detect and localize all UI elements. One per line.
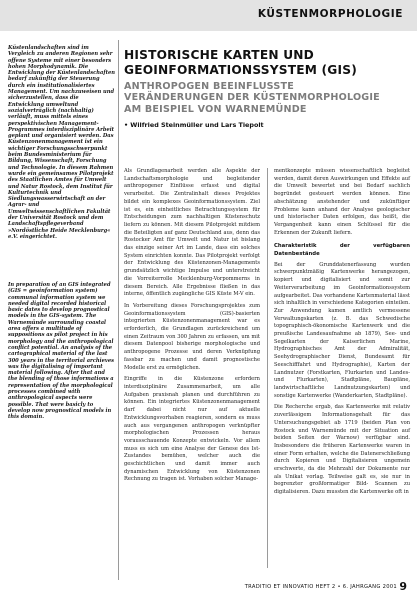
header-bar xyxy=(0,0,417,31)
abstract-column xyxy=(8,45,116,421)
body-column-2 xyxy=(274,168,410,499)
paragraph: In Vorbereitung dieses Forschungsprojektes zum Geoinformationssystem (GIS)-basierten integrierten Küstenzonenmanagement war es erforderlich, die Grundlagen zurückreichend um einen Zeitraum von 300 Jahren zu erfassen, um mit diesem Datenpool bisherige morphologische und anthropogene Prozesse und deren Verknüpfung fassbar zu machen und damit prognostische Modelle erst zu ermöglichen. xyxy=(124,302,260,371)
paragraph: Bei der Grunddatenerfassung wurden schwerpunktmäßig Kartenwerke herangezogen, kopiert und digitalisiert und somit zur Weiterverarbeitung im Geoinformationssystem aufgearbeitet. Das vorhandene Kartenmaterial lässt sich inhaltlich in verschiedene Kategorien einteilen. Zur Anwendung kamen amtlich vermessene Verwaltungskarten (z. B. das Schwedische topographisch-ökonomische Kartenwerk und die preußische Landesaufnahme ab 1879), See- und Segelkarten der Kaiserlichen Marine, Hydrographisches Amt der Admiralität, Seehydrographischer Dienst, Bundesamt für Seeschifffahrt und Hydrographie), Karten der Landnutzer (Forstkarten, Flurkarten und Landes- und Flurkarten), Stadtpläne, Baupläne, landwirtschaftliche Landnutzungskarten) und sonstige Kartenwerke (Wanderkarten, Stadtpläne). xyxy=(274,261,410,399)
abstract-english: In preparation of an GIS integrated (GIS = geoinformation system) communal information system we needed digital recorded historical basic dates to develop prognostical models in the GIS-system. The Warnemünde surrounding coastal area offers a multitude of suppositions as pilot project in his morphology and the anthropological conflict potential. An analysis of the cartographical material of the last 300 years in the territorial archieves was the digitalising of important material following. After that and the blending of those informations a representation of the morphological processes combined with anthropological aspects were possible. That were basicly to develop now prognostical models in this domain. xyxy=(8,282,114,421)
paragraph: Als Grundlagenarbeit werden alle Aspekte der Landschaftsmorphologie und begleitender anthropogener Einflüsse erfasst und digital verarbeitet. Die Zentralinhalt dieses Projektes bildet ein komplexes Geoinformationssystem. Ziel ist es, ein einheitliches Betrachtungssystem für Entscheidungen zum nachhaltigen Küstenschutz liefern zu können. Mit diesem Pilotprojekt mitdiem die Beteiligten auf ganz Deutschland aus, denn das Rostocker Amt für Umwelt und Natur ist bislang das einzige seiner Art im Lande, dass ein solches System einrichten konnte. Das Pilotprojekt verfolgt der Entwicklung des Küstenzonen-Managements grundsätzlich wichtige Impulse und unterstreicht die Vorreiterrolle Mecklenburg-Vorpommerns in diesem Bereich. Alle Ergebnisse fließen in das interne, öffentlich zugängliche GIS Küste M-V ein. xyxy=(124,168,260,298)
paragraph: Eingriffe in die Küstenzone erfordern interdisziplinäre Zusammenarbeit, um alle Aufgaben praxisnah planen und durchführen zu können. Ein integriertes Küstenzonenmanagement darf dabei nicht nur auf aktuelle Entwicklungsvorhaben reagieren, sondern es muss auch aus vergangenen anthropogen verknüpfter morphologischen Prozessen heraus vorausschauende Konzepte entwickeln. Vor allem muss es sich um eine Analyse der Genese des Ist-Zustandes bemühen, welcher auch die geschichtlichen und damit immer auch dynamischen Entwicklung von Küstenzonen Rechnung zu tragen ist. Vorhaben solcher Manage- xyxy=(124,376,260,483)
section-label: KÜSTENMORPHOLOGIE xyxy=(257,8,403,20)
body-column-1 xyxy=(124,168,260,486)
article-header xyxy=(124,48,410,129)
abstract-german: Küstenlandschaften sind im Vergleich zu anderen Regionen sehr offene Systeme mit einer besonders hohen Morphodynamik. Die Entwicklung der Küstenlandschaften bedarf zukünftig der Steuerung durch ein institutionalisiertes Management. Um nachzuweisen und sicherzustellen, dass die Entwicklung umweltund sozialverträglich (nachhaltig) verläuft, muss mittels eines perspektivischen Management-Programmes interdisziplinäre Arbeit geplant und organisiert werden. Das Küstenzonenmanagement ist ein wichtiger Forschungsschwerpunkt beim Bundesministerium für Bildung, Wissenschaft, Forschung und Technologie. In diesem Rahmen wurde ein gemeinsames Pilotprojekt des Staatlichen Amtes für Umwelt und Natur Rostock, dem Institut für Kulturtechnik und Siedlungswasserwirtschaft an der Agrar- und Umweltwissenschaftlichen Fakultät der Universität Rostock und dem Landschaftspflegeverband »Nordöstliche Heide Mecklenburg« e.V. eingerichtet. xyxy=(8,45,115,240)
paragraph: Die Recherche ergab, das Kartenwerke mit relativ zuverlässigem Informationsgehalt für das Untersuchungsgebiet ab 1719 (beiden Plan von Rostock und Warnemünde mit der Situation auf beiden Seiten der Warnow) verfügbar sind. Insbesondere die früheren Kartenwerke waren in einer Form erhalten, welche die Datenerschließung durch Kopieren und Digitalisieren ungemein erschwerte, da die Mehrzahl der Dokumente nur als Unikat vorlag. Teilweise galt es, sie nur in begrenzter großformatiger Bild- Scannen zu digitalisieren. Dazu mussten die Kartenwerke oft in xyxy=(274,404,410,496)
title-line-1: HISTORISCHE KARTEN UND xyxy=(124,48,315,62)
article-title xyxy=(124,48,410,78)
article-authors: • Wilfried Steinmüller und Lars Tiepolt xyxy=(124,120,264,129)
subtitle-line-2: VERÄNDERUNGEN DER KÜSTENMORPHOLOGIE xyxy=(124,92,380,104)
article-subtitle xyxy=(124,81,410,115)
paragraph: mentkonzepte müssen wissenschaftlich begleitet werden, damit deren Auswirkungen und Effekte auf die Umwelt bewertet und bei Bedarf sachlich begründet gesteuert werden können. Eine abschätzung anstehender und zukünftiger Probleme kann anhand der Analyse geologischer und historischer Daten erfolgen, das heißt, die Vergangenheit kann einen Schlüssel für die Erkennen der Zukunft liefern. xyxy=(274,168,410,236)
title-line-2: GEOINFORMATIONSSYSTEM (GIS) xyxy=(124,63,357,77)
section-heading: Charakteristik der verfügbaren Datenbestände xyxy=(274,243,410,257)
column-divider xyxy=(118,40,119,580)
article-body xyxy=(124,168,411,568)
page-number: 9 xyxy=(399,580,407,593)
subtitle-line-3: AM BEISPIEL VON WARNEMÜNDE xyxy=(124,103,307,115)
subtitle-line-1: ANTHROPOGEN BEEINFLUSSTE xyxy=(124,81,294,92)
journal-footer: TRADITIO ET INNOVATIO HEFT 2 • 6. JAHRGANG 2001 xyxy=(244,584,397,590)
